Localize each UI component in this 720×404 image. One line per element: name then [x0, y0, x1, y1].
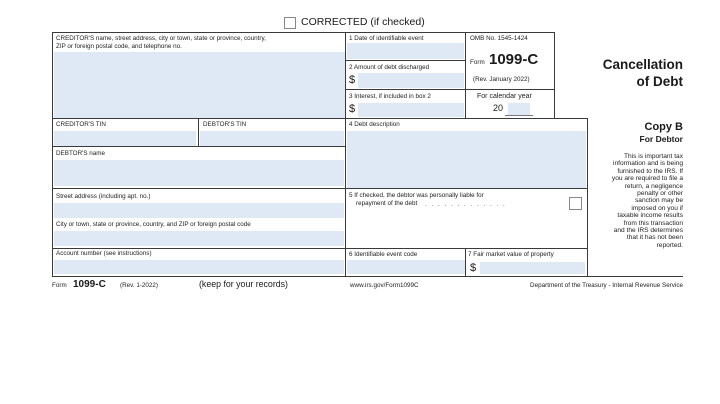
copy-subtitle: For Debtor	[639, 134, 683, 144]
box4-field[interactable]	[347, 131, 586, 188]
form-title-line-1: Cancellation	[602, 57, 683, 72]
creditor-info-field[interactable]	[54, 52, 345, 118]
box5-label-2: repayment of the debt	[356, 200, 418, 207]
box6-field[interactable]	[347, 260, 465, 274]
footer-keep-records: (keep for your records)	[199, 279, 288, 289]
creditor-tin-label: CREDITOR'S TIN	[56, 121, 106, 128]
notice-line: taxable income results	[617, 212, 683, 220]
calendar-year-prefix: 20	[493, 103, 504, 113]
debtor-tin-label: DEBTOR'S TIN	[203, 121, 247, 128]
box4-label: 4 Debt description	[349, 121, 400, 128]
box2-label: 2 Amount of debt discharged	[349, 64, 430, 71]
footer-irs-url[interactable]: www.irs.gov/Form1099C	[350, 282, 419, 289]
omb-number: OMB No. 1545-1424	[470, 35, 528, 42]
notice-line: you are required to file a	[611, 175, 683, 183]
notice-line: that it has not been	[626, 234, 683, 242]
box6-label: 6 Identifiable event code	[349, 251, 418, 258]
notice-line: imposed on you if	[631, 204, 683, 212]
copy-title: Copy B	[644, 121, 683, 133]
city-state-label: City or town, state or province, country, and ZIP or foreign postal code	[56, 221, 251, 228]
form-word: Form	[470, 59, 485, 66]
box3-label: 3 Interest, if included in box 2	[349, 93, 431, 100]
corrected-label: CORRECTED (if checked)	[301, 16, 425, 28]
debtor-name-field[interactable]	[54, 160, 344, 186]
box1-field[interactable]	[347, 43, 464, 59]
account-field[interactable]	[54, 260, 344, 274]
creditor-info-label: CREDITOR'S name, street address, city or town, state or province, country,	[56, 35, 266, 42]
creditor-info-label-2: ZIP or foreign postal code, and telephone no.	[56, 43, 182, 50]
notice-line: penalty or other	[637, 190, 683, 198]
box7-dollar-sign: $	[470, 262, 477, 274]
notice-line: return, a negligence	[624, 182, 683, 190]
debtor-tin-field[interactable]	[200, 131, 344, 146]
box2-field[interactable]	[358, 73, 464, 88]
footer-department: Department of the Treasury - Internal Revenue Service	[530, 282, 683, 289]
revision-label: (Rev. January 2022)	[473, 76, 530, 83]
box3-field[interactable]	[358, 103, 464, 117]
corrected-checkbox[interactable]	[284, 17, 296, 29]
city-field[interactable]	[54, 231, 344, 246]
calendar-year-field[interactable]	[508, 103, 530, 115]
street-field[interactable]	[54, 203, 344, 218]
box7-field[interactable]	[480, 262, 585, 274]
footer-form-word: Form	[52, 282, 67, 289]
creditor-tin-field[interactable]	[54, 131, 196, 146]
box5-leader-dots: . . . . . . . . . . . . .	[425, 201, 507, 208]
footer-form-number: 1099-C	[73, 279, 106, 290]
notice-line: This is important tax	[624, 153, 683, 160]
form-title-line-2: of Debt	[636, 74, 683, 89]
calendar-year-label: For calendar year	[477, 93, 532, 100]
notice-line: information and is being	[612, 160, 683, 168]
notice-line: furnished to the IRS. If	[617, 167, 683, 175]
box3-dollar-sign: $	[349, 103, 356, 115]
box5-checkbox[interactable]	[569, 197, 582, 210]
important-tax-notice	[583, 153, 683, 249]
box5-label: 5 If checked, the debtor was personally liable for	[349, 192, 484, 199]
street-address-label: Street address (including apt. no.)	[56, 193, 151, 200]
notice-line: reported.	[656, 241, 683, 249]
notice-line: sanction may be	[634, 197, 683, 205]
form-number: 1099-C	[489, 51, 539, 68]
account-number-label: Account number (see instructions)	[56, 250, 152, 257]
box1-label: 1 Date of identifiable event	[349, 35, 424, 42]
box2-dollar-sign: $	[349, 74, 356, 86]
box7-label: 7 Fair market value of property	[468, 251, 554, 258]
footer-revision: (Rev. 1-2022)	[120, 282, 159, 289]
debtor-name-label: DEBTOR'S name	[56, 150, 106, 157]
notice-line: and the IRS determines	[613, 227, 683, 235]
notice-line: from this transaction	[623, 219, 683, 227]
